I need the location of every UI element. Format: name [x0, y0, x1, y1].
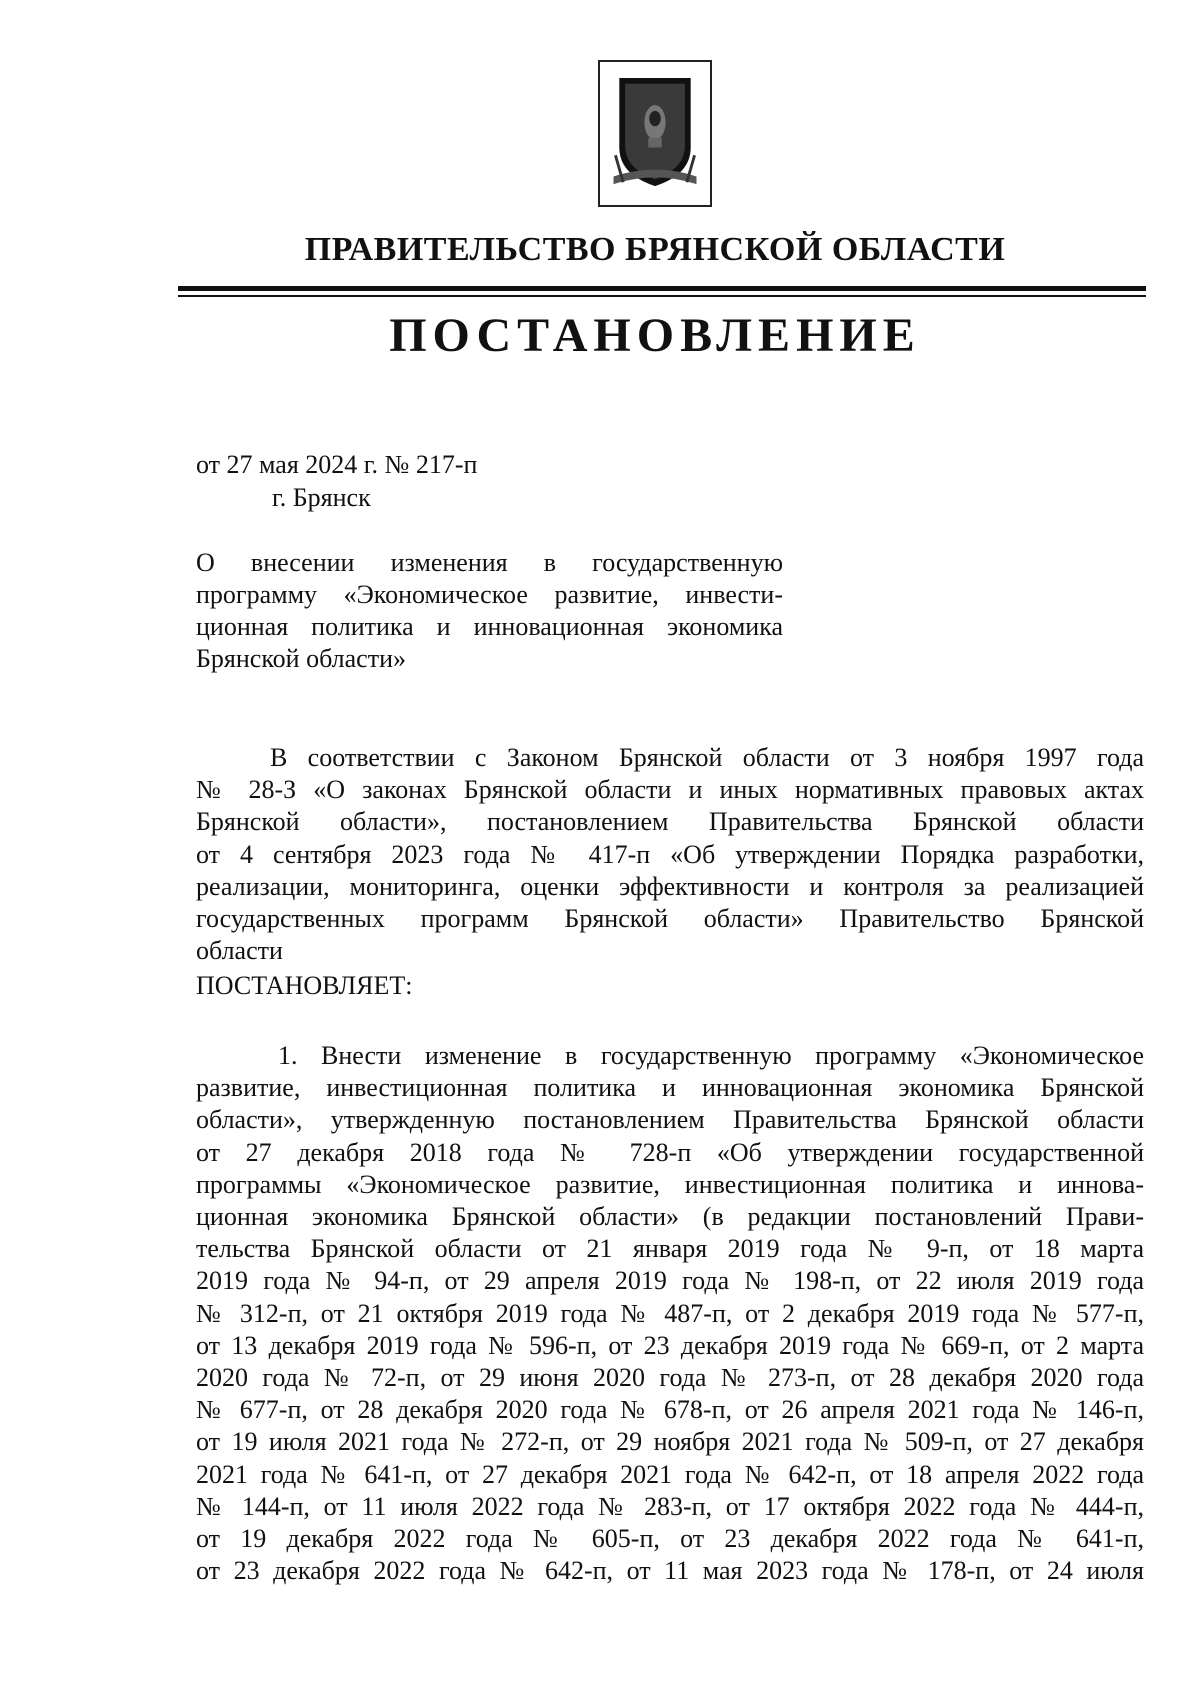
text-line: № 28-З «О законах Брянской области и иных нормативных правовых актах [196, 775, 1144, 805]
document-type: ПОСТАНОВЛЕНИЕ [389, 309, 921, 362]
text-line: № 144-п, от 11 июля 2022 года № 283-п, от 17 октября 2022 года № 444-п, [196, 1491, 1144, 1521]
text-line: 2019 года № 94-п, от 29 апреля 2019 года № 198-п, от 22 июля 2019 года [196, 1266, 1144, 1296]
date-and-number: от 27 мая 2024 г. № 217-п [196, 450, 478, 479]
subject-line: О внесении изменения в государственную [196, 548, 783, 577]
government-name: ПРАВИТЕЛЬСТВО БРЯНСКОЙ ОБЛАСТИ [304, 231, 1006, 268]
text-line: программы «Экономическое развитие, инвестиционная политика и иннова- [196, 1169, 1144, 1199]
text-line: 1. Внести изменение в государственную программу «Экономическое [278, 1041, 1144, 1070]
text-line: развитие, инвестиционная политика и инновационная экономика Брянской [196, 1073, 1144, 1103]
text-line: от 19 июля 2021 года № 272-п, от 29 ноября 2021 года № 509-п, от 27 декабря [196, 1427, 1144, 1457]
text-line: от 13 декабря 2019 года № 596-п, от 23 декабря 2019 года № 669-п, от 2 марта [196, 1330, 1144, 1360]
text-line: от 4 сентября 2023 года № 417-п «Об утверждении Порядка разработки, [196, 839, 1144, 869]
text-line: области», утвержденную постановлением Правительства Брянской области [196, 1105, 1144, 1135]
text-line: от 23 декабря 2022 года № 642-п, от 11 мая 2023 года № 178-п, от 24 июля [196, 1556, 1144, 1586]
text-line: 2021 года № 641-п, от 27 декабря 2021 года № 642-п, от 18 апреля 2022 года [196, 1459, 1144, 1489]
header-rule-thick [178, 286, 1146, 291]
subject-line: программу «Экономическое развитие, инвести- [196, 580, 783, 609]
text-line: № 312-п, от 21 октября 2019 года № 487-п, от 2 декабря 2019 года № 577-п, [196, 1298, 1144, 1328]
text-line: тельства Брянской области от 21 января 2019 года № 9-п, от 18 марта [196, 1234, 1144, 1264]
text-line: № 677-п, от 28 декабря 2020 года № 678-п, от 26 апреля 2021 года № 146-п, [196, 1395, 1144, 1425]
item-1-paragraph [196, 1040, 1144, 1587]
subject-line: Брянской области» [196, 644, 406, 673]
text-line: ПОСТАНОВЛЯЕТ: [196, 971, 413, 1000]
text-line: реализации, мониторинга, оценки эффективности и контроля за реализацией [196, 871, 1144, 901]
city: г. Брянск [272, 483, 371, 512]
text-line: 2020 года № 72-п, от 29 июня 2020 года № 273-п, от 28 декабря 2020 года [196, 1363, 1144, 1393]
text-line: от 19 декабря 2022 года № 605-п, от 23 декабря 2022 года № 641-п, [196, 1524, 1144, 1554]
text-line: от 27 декабря 2018 года № 728-п «Об утверждении государственной [196, 1137, 1144, 1167]
subject-line: ционная политика и инновационная экономика [196, 612, 783, 641]
text-line: ционная экономика Брянской области» (в редакции постановлений Прави- [196, 1202, 1144, 1232]
header-rule-thin [178, 295, 1146, 297]
text-line: области [196, 936, 283, 966]
text-line: Брянской области», постановлением Правительства Брянской области [196, 807, 1144, 837]
document-subject [196, 547, 783, 675]
coat-of-arms-icon [598, 60, 712, 207]
text-line: государственных программ Брянской области» Правительство Брянской [196, 904, 1144, 934]
preamble-paragraph [196, 742, 1144, 967]
text-line: В соответствии с Законом Брянской области от 3 ноября 1997 года [270, 743, 1144, 772]
decree-word [196, 970, 1144, 1002]
